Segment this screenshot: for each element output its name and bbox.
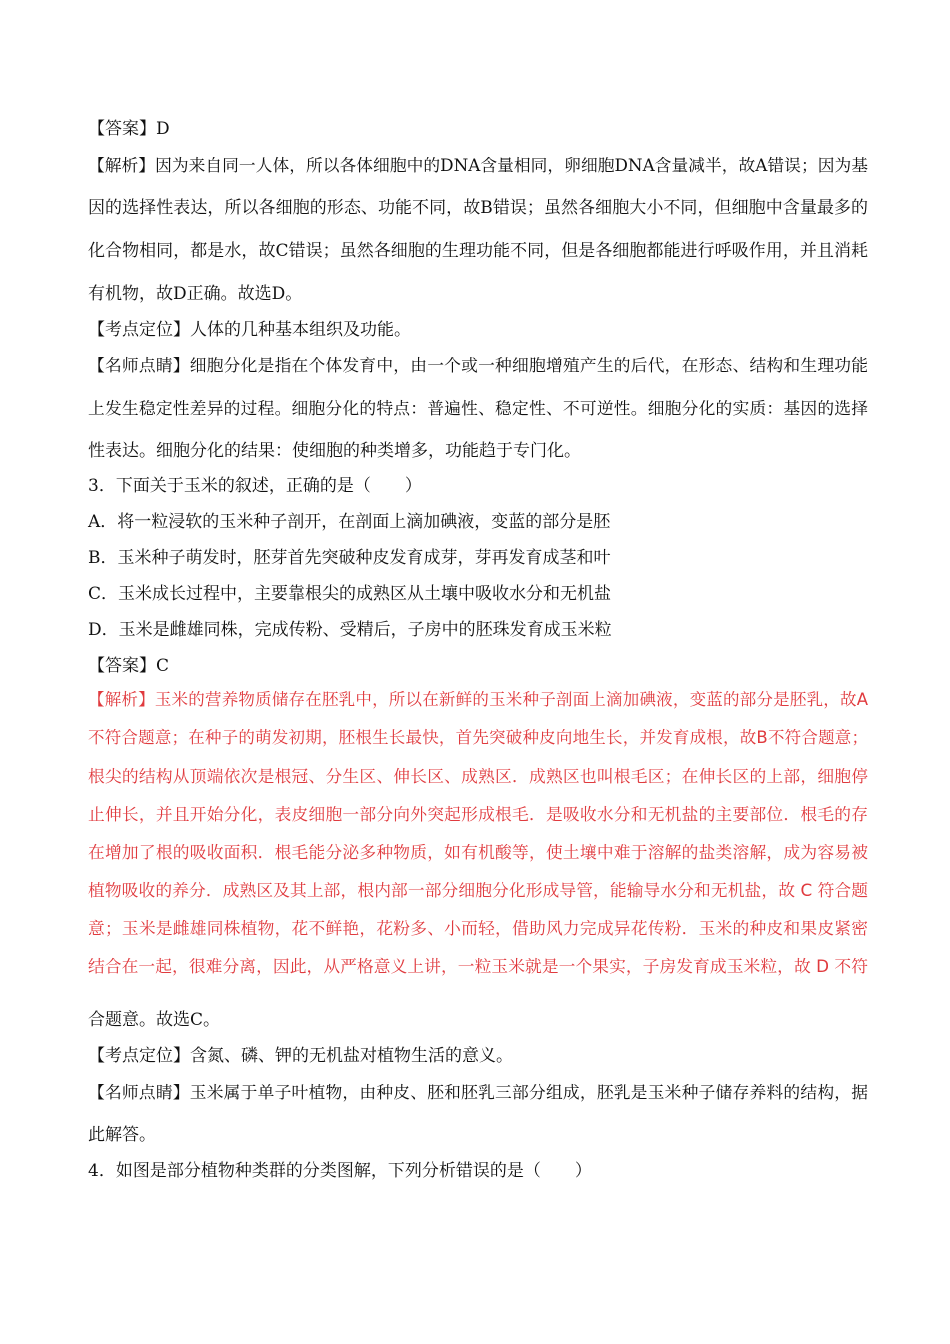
- q2-mingshi-line-3: 性表达。细胞分化的结果：使细胞的种类增多，功能趋于专门化。: [88, 441, 581, 461]
- q2-analysis-line-4: 有机物，故D正确。故选D。: [88, 284, 303, 304]
- q3-answer: 【答案】C: [88, 656, 170, 676]
- q3-mingshi-line-2: 此解答。: [88, 1125, 156, 1145]
- q3-option-b: B．玉米种子萌发时，胚芽首先突破种皮发育成芽，芽再发育成茎和叶: [88, 548, 611, 568]
- q4-question: 4．如图是部分植物种类群的分类图解，下列分析错误的是（ ）: [88, 1161, 592, 1181]
- q3-analysis-line-2: 不符合题意；在种子的萌发初期，胚根生长最快，首先突破种皮向地生长，并发育成根，故B不符合题意；: [88, 728, 868, 747]
- q3-option-a: A．将一粒浸软的玉米种子剖开，在剖面上滴加碘液，变蓝的部分是胚: [88, 512, 611, 532]
- q3-option-d: D．玉米是雌雄同株，完成传粉、受精后，子房中的胚珠发育成玉米粒: [88, 620, 612, 640]
- q3-analysis-line-6: 植物吸收的养分．成熟区及其上部，根内部一部分细胞分化形成导管，能输导水分和无机盐，故 C 符合题: [88, 880, 868, 900]
- q2-answer: 【答案】D: [88, 119, 170, 139]
- q3-question: 3．下面关于玉米的叙述，正确的是（ ）: [88, 476, 422, 496]
- q3-option-c: C．玉米成长过程中，主要靠根尖的成熟区从土壤中吸收水分和无机盐: [88, 584, 612, 604]
- q3-analysis-line-7: 意；玉米是雌雄同株植物，花不鲜艳，花粉多、小而轻，借助风力完成异花传粉．玉米的种皮和果皮紧密: [88, 918, 868, 938]
- q3-analysis-line-5: 在增加了根的吸收面积．根毛能分泌多种物质，如有机酸等，使土壤中难于溶解的盐类溶解，成为容易被: [88, 842, 868, 862]
- q3-mingshi-line-1: 【名师点睛】玉米属于单子叶植物，由种皮、胚和胚乳三部分组成，胚乳是玉米种子储存养料的结构，据: [88, 1082, 868, 1102]
- q2-analysis-line-2: 因的选择性表达，所以各细胞的形态、功能不同，故B错误；虽然各细胞大小不同，但细胞中含量最多的: [88, 198, 868, 218]
- q2-kaodian: 【考点定位】人体的几种基本组织及功能。: [88, 320, 411, 340]
- q3-analysis-line-1: 【解析】玉米的营养物质储存在胚乳中，所以在新鲜的玉米种子剖面上滴加碘液，变蓝的部分是胚乳，故A: [88, 690, 868, 709]
- q3-analysis-line-8: 结合在一起，很难分离，因此，从严格意义上讲，一粒玉米就是一个果实，子房发育成玉米粒，故 D 不符: [88, 956, 868, 976]
- q3-analysis-line-4: 止伸长，并且开始分化，表皮细胞一部分向外突起形成根毛．是吸收水分和无机盐的主要部位．根毛的存: [88, 804, 868, 824]
- q2-mingshi-line-1: 【名师点睛】细胞分化是指在个体发育中，由一个或一种细胞增殖产生的后代，在形态、结构和生理功能: [88, 355, 868, 375]
- q2-analysis-line-1: 【解析】因为来自同一人体，所以各体细胞中的DNA含量相同，卵细胞DNA含量减半，故A错误；因为基: [88, 155, 868, 175]
- q3-analysis-tail: 合题意。故选C。: [88, 1010, 221, 1030]
- q3-kaodian: 【考点定位】含氮、磷、钾的无机盐对植物生活的意义。: [88, 1046, 513, 1066]
- q2-mingshi-line-2: 上发生稳定性差异的过程。细胞分化的特点：普遍性、稳定性、不可逆性。细胞分化的实质：基因的选择: [88, 398, 868, 418]
- q2-analysis-line-3: 化合物相同，都是水，故C错误；虽然各细胞的生理功能不同，但是各细胞都能进行呼吸作用，并且消耗: [88, 241, 868, 261]
- q3-analysis-line-3: 根尖的结构从顶端依次是根冠、分生区、伸长区、成熟区．成熟区也叫根毛区；在伸长区的上部，细胞停: [88, 766, 868, 786]
